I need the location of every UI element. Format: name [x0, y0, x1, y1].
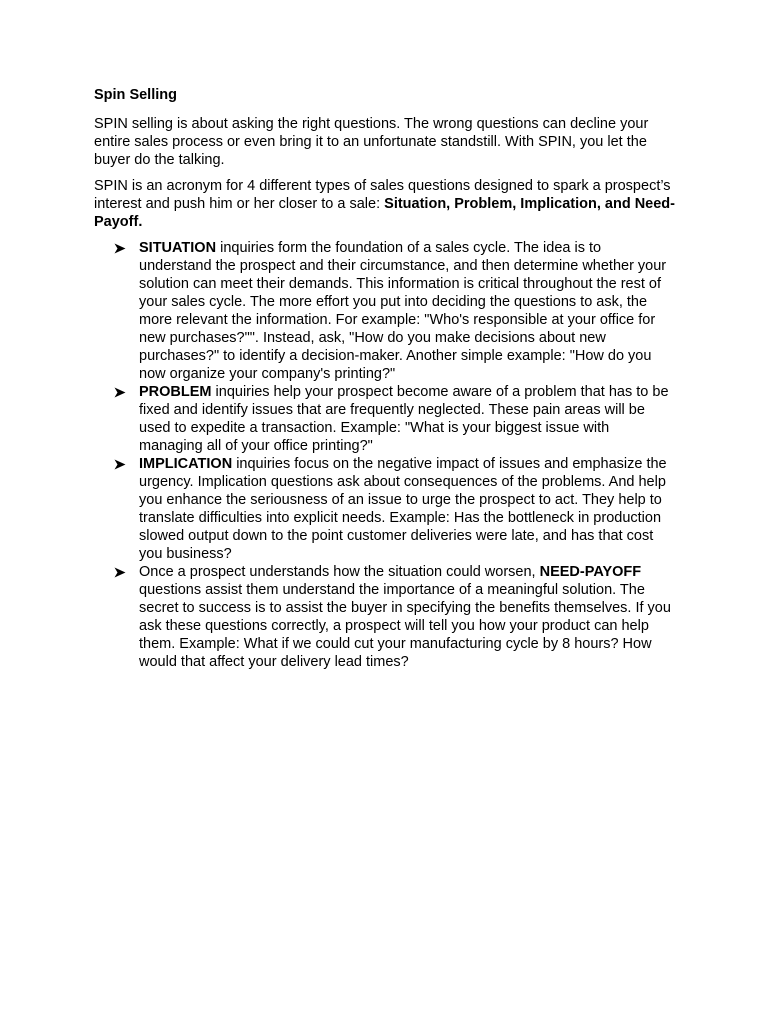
list-item-problem: [94, 383, 676, 455]
intro-paragraph: [94, 115, 676, 169]
list-item-text: inquiries focus on the negative impact of issues and emphasize the urgency. Implication questions ask about consequences of the problems. And help you enhance the seriousness of an issue to urge the prospect to act. They help to translate difficulties into explicit needs. Example: Has the bottleneck in production slowed output down to the point customer deliveries were late, and has that cost you business?: [139, 456, 667, 562]
acronym-paragraph: [94, 177, 676, 231]
list-item-need-payoff: [94, 563, 676, 671]
list-item-situation: [94, 239, 676, 383]
list-item-text: questions assist them understand the importance of a meaningful solution. The secret to success is to assist the buyer in specifying the benefits themselves. If you ask these questions correctly, a prospect will tell you how your product can help them. Example: What if we could cut your manufacturing cycle by 8 hours? How would that affect your delivery lead times?: [139, 582, 671, 670]
list-item-keyword: PROBLEM: [139, 384, 212, 400]
document-title: Spin Selling: [94, 87, 177, 103]
list-item-text: inquiries help your prospect become aware of a problem that has to be fixed and identify issues that are frequently neglected. These pain areas will be used to expedite a transaction. Example: "What is your biggest issue with managing all of your office printing?": [139, 384, 669, 454]
list-item-keyword: IMPLICATION: [139, 456, 233, 472]
arrowhead-bullet-icon: [114, 459, 126, 470]
arrowhead-bullet-icon: [114, 387, 126, 398]
arrowhead-bullet-icon: [114, 567, 126, 578]
acronym-text: SPIN is an acronym for 4 different types of sales questions designed to spark a prospect’s interest and push him or her closer to a sale:: [94, 178, 671, 212]
list-item-implication: [94, 455, 676, 563]
list-item-keyword: NEED-PAYOFF: [539, 564, 642, 580]
list-item-text: inquiries form the foundation of a sales cycle. The idea is to understand the prospect and their circumstance, and then determine whether your solution can meet their demands. This information is critical throughout the rest of your sales cycle. The more effort you put into deciding the questions to ask, the more relevant the information. For example: "Who's responsible at your office for new purchases?"". Instead, ask, "How do you make decisions about new purchases?" to identify a decision-maker. Another simple example: "How do you now organize your company's printing?": [139, 240, 667, 382]
list-item-keyword: SITUATION: [139, 240, 217, 256]
spin-question-list: [94, 239, 676, 671]
list-item-lead: Once a prospect understands how the situation could worsen,: [139, 564, 540, 580]
arrowhead-bullet-icon: [114, 243, 126, 254]
intro-text: SPIN selling is about asking the right questions. The wrong questions can decline your entire sales process or even bring it to an unfortunate standstill. With SPIN, you let the buyer do the talking.: [94, 116, 649, 168]
acronym-bold-text: Situation, Problem, Implication, and Need-Payoff.: [94, 196, 675, 230]
